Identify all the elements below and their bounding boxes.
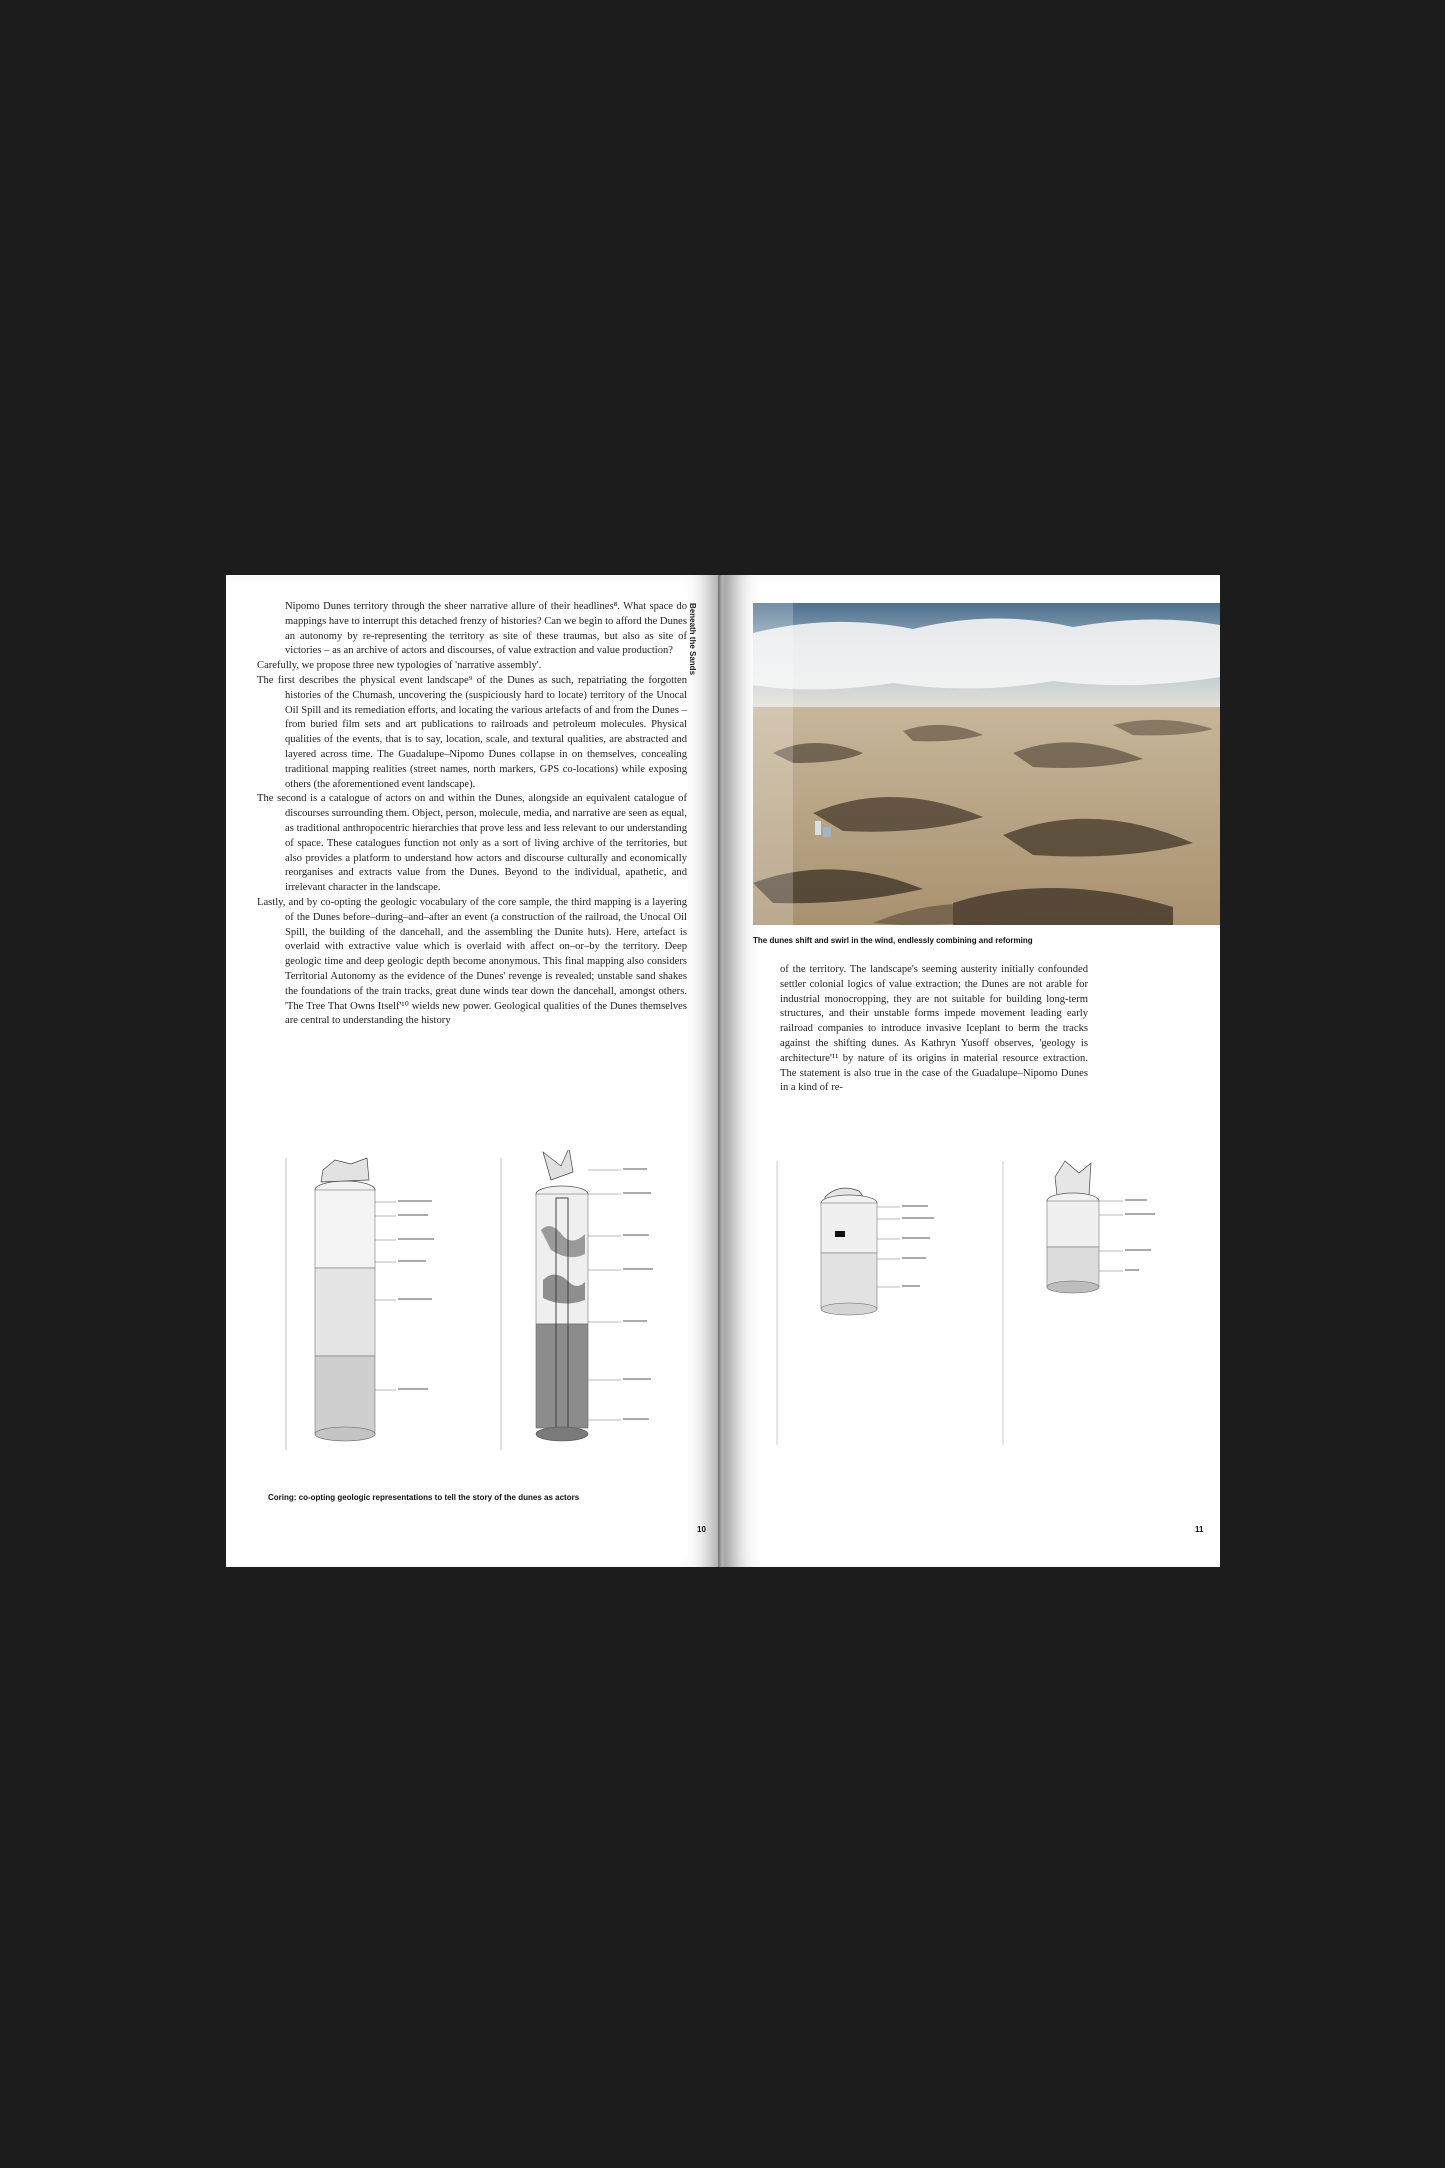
body-paragraph: The first describes the physical event landscape⁹ of the Dunes as such, repatriating the forgotten histories of the Chumash, uncovering the (suspiciously hard to locate) territory of the Unocal Oil Spill and its remediation efforts, and locating the various artefacts of and from the Dunes – from buried film sets and art publications to railroads and petroleum molecules. Physical qualities of the events, that is to say, location, scale, and textural qualities, are abstracted and layered across time. The Guadalupe–Nipomo Dunes collapse in on themselves, concealing traditional mapping realities (street names, north markers, GPS co-locations) while exposing others (the aforementioned event landscape). bbox=[257, 674, 687, 790]
right-page bbox=[725, 575, 1220, 1567]
figure-caption: Coring: co-opting geologic representations to tell the story of the dunes as actors bbox=[268, 1493, 580, 1502]
running-head: Beneath the Sands bbox=[688, 603, 697, 676]
core-column-4 bbox=[1047, 1161, 1099, 1293]
body-paragraph: Nipomo Dunes territory through the sheer narrative allure of their headlines⁸. What space do mappings have to interrupt this detached frenzy of histories? Can we begin to afford the Dunes an autonomy by re-representing the territory as site of these traumas, but also as site of victories – as an archive of actors and discourses, of value extraction and value production? bbox=[285, 601, 687, 657]
core-sample-figure-right bbox=[765, 1155, 1205, 1455]
left-body-text bbox=[257, 600, 687, 1029]
core-column-1 bbox=[315, 1158, 375, 1441]
label-leaders-1 bbox=[375, 1202, 396, 1390]
core-column-3 bbox=[821, 1188, 877, 1315]
page-number: 10 bbox=[697, 1525, 706, 1534]
core-sample-figure-left bbox=[251, 1150, 696, 1470]
label-leaders-2 bbox=[588, 1170, 621, 1420]
body-paragraph: Lastly, and by co-opting the geologic vocabulary of the core sample, the third mapping is a layering of the Dunes before–during–and–after an event (a construction of the railroad, the Unocal Oil Spill, the building of the dancehall, and the assembling the Dunite huts). Here, artefact is overlaid with extractive value which is overlaid with affect on–or–by the territory. Deep geologic time and deep geologic depth become anonymous. This final mapping also considers Territorial Autonomy as the evidence of the Dunes' revenge is revealed; unstable sand shakes the foundations of the train tracks, great dune winds tear down the dancehall, amongst others. 'The Tree That Owns Itself'¹⁰ wields new power. Geological qualities of the Dunes themselves are central to understanding the history bbox=[257, 896, 687, 1027]
core-column-2 bbox=[536, 1150, 588, 1441]
page-number-right: 11 bbox=[1195, 1525, 1204, 1534]
body-paragraph: The second is a catalogue of actors on and within the Dunes, alongside an equivalent catalogue of discourses surrounding them. Object, person, molecule, media, and narrative are seen as equal, as traditional anthropocentric hierarchies that prove less and less relevant to our understanding of space. These catalogues function not only as a sort of living archive of the territories, but also provides a platform to understand how actors and discourse culturally and economically reorganises and extracts value from the Dunes. Beyond to the individual, apathetic, and irrelevant character in the landscape. bbox=[257, 793, 687, 894]
body-paragraph: Carefully, we propose three new typologies of 'narrative assembly'. bbox=[257, 660, 542, 672]
right-body-text bbox=[780, 963, 1088, 1096]
left-page bbox=[226, 575, 721, 1567]
right-paragraph: of the territory. The landscape's seeming austerity initially confounded settler colonial logics of value extraction; the Dunes are not arable for industrial monocropping, they are not suitable for building long-term structures, and their unstable forms impede movement leading early railroad companies to introduce invasive Iceplant to berm the tracks against the shifting dunes. As Kathryn Yusoff observes, 'geology is architecture'¹¹ by nature of its origins in material resource extraction. The statement is also true in the case of the Guadalupe–Nipomo Dunes in a kind of re- bbox=[780, 964, 1088, 1094]
photo-caption: The dunes shift and swirl in the wind, endlessly combining and reforming bbox=[753, 936, 1033, 945]
dunes-photo bbox=[753, 603, 1220, 925]
